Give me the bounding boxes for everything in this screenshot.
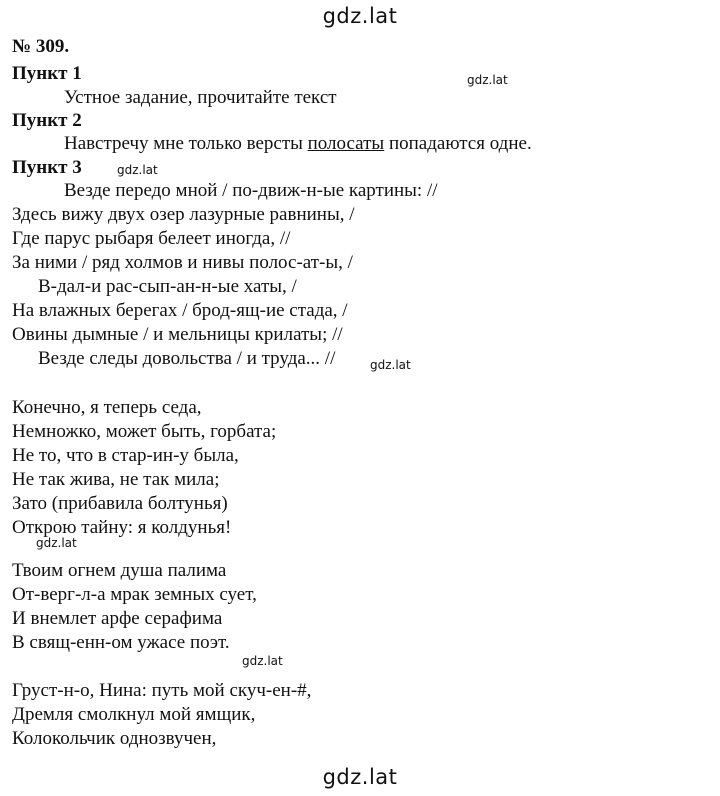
watermark-small: gdz.lat [36, 536, 77, 550]
poem-line: В-дал-и рас-сып-ан-н-ые хаты, / [38, 276, 297, 297]
poem-line: Открою тайну: я колдунья! [12, 517, 232, 538]
poem-line: От-верг-л-а мрак земных сует, [12, 584, 257, 605]
poem-line: Где парус рыбаря белеет иногда, // [12, 228, 291, 249]
watermark-small: gdz.lat [117, 163, 158, 177]
poem-line: Не так жива, не так мила; [12, 469, 220, 490]
underlined-word: полосаты [307, 133, 385, 154]
watermark-small: gdz.lat [242, 654, 283, 668]
poem-line: Дремля смолкнул мой ямщик, [12, 704, 256, 725]
watermark-small: gdz.lat [467, 73, 508, 87]
poem-line: Здесь вижу двух озер лазурные равнины, / [12, 204, 355, 225]
poem-line: В свящ-енн-ом ужасе поэт. [12, 632, 230, 653]
watermark-top: gdz.lat [322, 4, 398, 28]
poem-line: Везде передо мной / по-движ-н-ые картины: // [64, 180, 438, 201]
text-segment: Навстречу мне только версты [64, 133, 308, 154]
poem-line: На влажных берегах / брод-ящ-ие стада, / [12, 300, 348, 321]
section-2-text [64, 133, 532, 155]
section-heading-2: Пункт 2 [12, 110, 82, 131]
poem-line: За ними / ряд холмов и нивы полос-ат-ы, / [12, 252, 353, 273]
watermark-small: gdz.lat [370, 358, 411, 372]
text-segment: попадаются одне. [384, 133, 532, 154]
poem-line: Конечно, я теперь седа, [12, 397, 202, 418]
poem-line: Зато (прибавила болтунья) [12, 493, 228, 514]
watermark-bottom: gdz.lat [322, 765, 398, 789]
section-heading-1: Пункт 1 [12, 63, 82, 84]
exercise-number: № 309. [12, 36, 70, 57]
poem-line: Колокольчик однозвучен, [12, 728, 217, 749]
poem-line: Овины дымные / и мельницы крилаты; // [12, 324, 343, 345]
poem-line: Не то, что в стар-ин-у была, [12, 445, 239, 466]
section-heading-3: Пункт 3 [12, 157, 82, 178]
poem-line: Немножко, может быть, горбата; [12, 421, 277, 442]
poem-line: И внемлет арфе серафима [12, 608, 223, 629]
poem-line: Груст-н-о, Нина: путь мой скуч-ен-#, [12, 680, 312, 701]
section-1-text: Устное задание, прочитайте текст [64, 87, 337, 108]
poem-line: Везде следы довольства / и труда... // [38, 348, 336, 369]
poem-line: Твоим огнем душа палима [12, 560, 227, 581]
